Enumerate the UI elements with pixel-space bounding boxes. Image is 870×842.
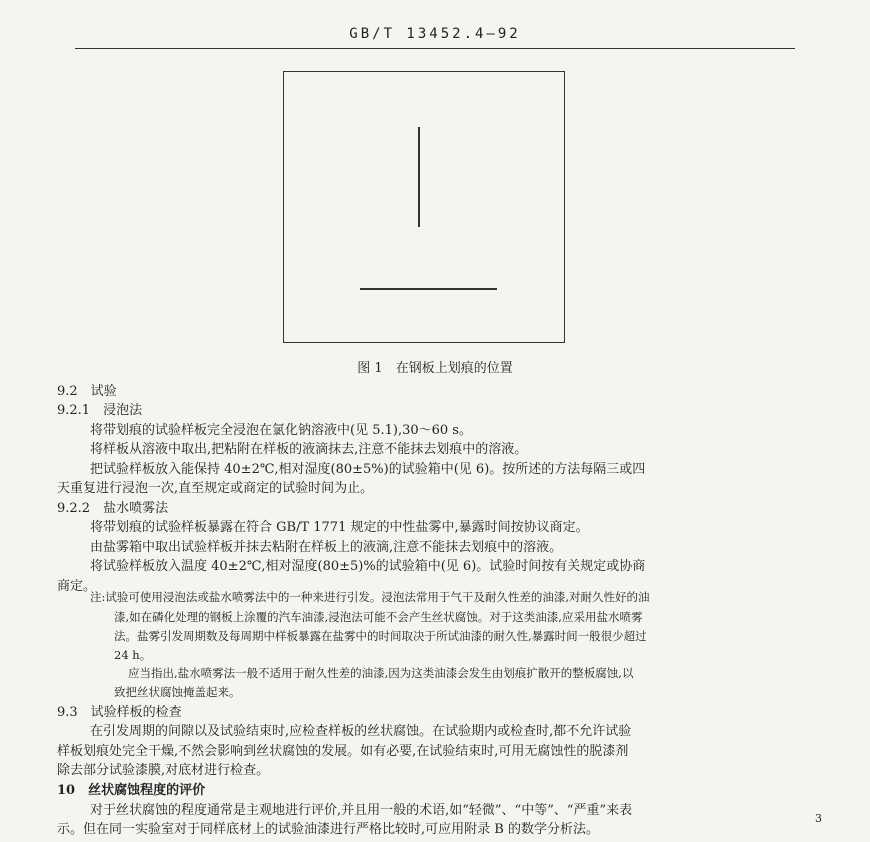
text-line: 将带划痕的试验样板暴露在符合 GB/T 1771 规定的中性盐雾中,暴露时间按协议商定。 [90, 520, 589, 535]
text-line: 天重复进行浸泡一次,直至规定或商定的试验时间为止。 [57, 481, 374, 496]
text-line: 9.2 试验 [57, 384, 117, 399]
text-line: 法。盐雾引发周期数及每周期中样板暴露在盐雾中的时间取决于所试油漆的耐久性,暴露时间一般很少超过 [114, 629, 647, 643]
text-line: 将带划痕的试验样板完全浸泡在氯化钠溶液中(见 5.1),30～60 s。 [90, 423, 472, 438]
page-number: 3 [815, 812, 822, 825]
vertical-scratch-line [418, 127, 420, 227]
text-line: 24 h。 [114, 648, 152, 662]
text-line: 9.2.2 盐水喷雾法 [57, 501, 169, 516]
text-line: 除去部分试验漆膜,对底材进行检查。 [57, 763, 270, 778]
text-line: 样板划痕处完全干燥,不然会影响到丝状腐蚀的发展。如有必要,在试验结束时,可用无腐蚀性的脱漆剂 [57, 744, 629, 759]
text-line: 对于丝状腐蚀的程度通常是主观地进行评价,并且用一般的术语,如“轻微”、“中等”、“严重”来表 [90, 803, 633, 818]
text-line: 10 丝状腐蚀程度的评价 [57, 783, 206, 798]
text-line: 示。但在同一实验室对于同样底材上的试验油漆进行严格比较时,可应用附录 B 的数学分析法。 [57, 822, 599, 837]
text-line: 商定。 [57, 579, 97, 594]
page-header: GB/T 13452.4—92 [349, 26, 521, 42]
horizontal-scratch-line [360, 288, 497, 290]
text-line: 漆,如在磷化处理的钢板上涂覆的汽车油漆,浸泡法可能不会产生丝状腐蚀。对于这类油漆,应采用盐水喷雾 [114, 610, 643, 624]
text-line: 将试验样板放入温度 40±2℃,相对湿度(80±5)%的试验箱中(见 6)。试验时间按有关规定或协商 [90, 559, 646, 574]
figure-caption: 图 1 在钢板上划痕的位置 [357, 361, 513, 376]
text-line: 由盐雾箱中取出试验样板并抹去粘附在样板上的液滴,注意不能抹去划痕中的溶液。 [90, 540, 563, 555]
text-line: 应当指出,盐水喷雾法一般不适用于耐久性差的油漆,因为这类油漆会发生由划痕扩散开的整板腐蚀,以 [128, 666, 634, 680]
text-line: 将样板从溶液中取出,把粘附在样板的液滴抹去,注意不能抹去划痕中的溶液。 [90, 442, 528, 457]
text-line: 致把丝状腐蚀掩盖起来。 [114, 685, 241, 699]
text-line: 9.2.1 浸泡法 [57, 403, 143, 418]
figure-panel [283, 71, 565, 343]
text-line: 把试验样板放入能保持 40±2℃,相对湿度(80±5%)的试验箱中(见 6)。按所述的方法每隔三或四 [90, 462, 646, 477]
text-line: 9.3 试验样板的检查 [57, 705, 182, 720]
text-line: 注:试验可使用浸泡法或盐水喷雾法中的一种来进行引发。浸泡法常用于气干及耐久性差的油漆,对耐久性好的油 [90, 590, 650, 604]
header-rule [75, 48, 795, 49]
text-line: 在引发周期的间隙以及试验结束时,应检查样板的丝状腐蚀。在试验期内或检查时,都不允许试验 [90, 724, 632, 739]
